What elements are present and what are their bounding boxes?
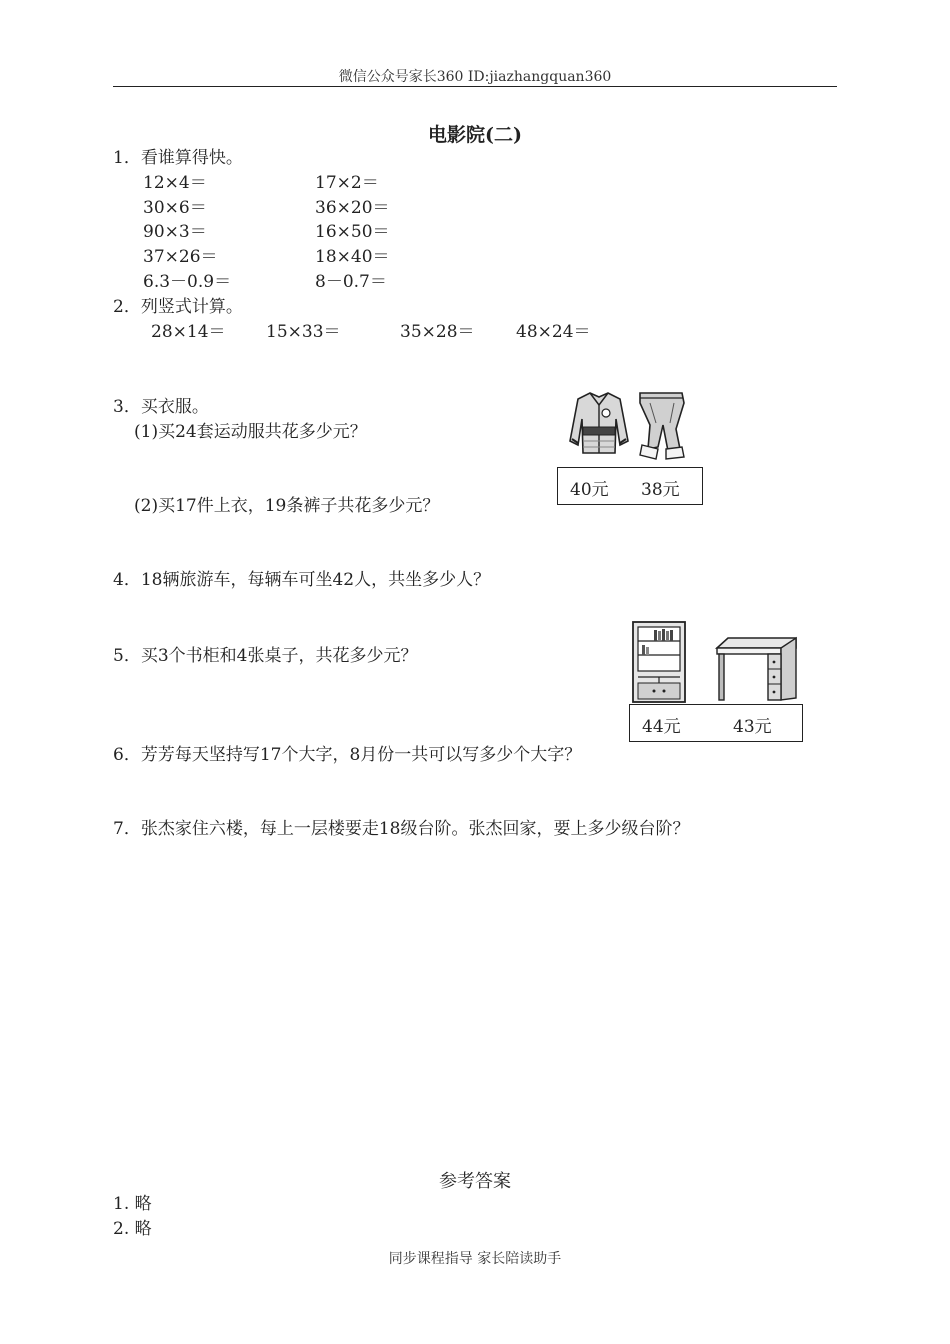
q1-right-item: 17×2＝	[315, 173, 379, 193]
q1-left-item: 30×6＝	[143, 198, 207, 218]
pants-price: 38元	[641, 480, 680, 500]
page-title: 电影院(二)	[428, 124, 522, 146]
desk-price: 43元	[733, 717, 772, 737]
q3-sub2: (2)买17件上衣，19条裤子共花多少元？	[134, 496, 440, 516]
clothes-price-box	[557, 467, 703, 505]
q2-label: 2．列竖式计算。	[113, 297, 243, 317]
q4-label: 4．18辆旅游车，每辆车可坐42人，共坐多少人？	[113, 570, 491, 590]
q6-label: 6．芳芳每天坚持写17个大字，8月份一共可以写多少个大字？	[113, 745, 582, 765]
page-footer: 同步课程指导 家长陪读助手	[388, 1251, 562, 1267]
jacket-icon	[568, 389, 630, 459]
q2-item: 28×14＝	[151, 322, 226, 342]
q1-left-item: 90×3＝	[143, 222, 207, 242]
bookcase-icon	[632, 621, 686, 703]
q3-label: 3．买衣服。	[113, 397, 209, 417]
q1-left-item: 6.3－0.9＝	[143, 272, 232, 292]
header-divider	[113, 86, 837, 87]
q2-item: 48×24＝	[516, 322, 591, 342]
q2-item: 35×28＝	[400, 322, 475, 342]
q7-label: 7．张杰家住六楼，每上一层楼要走18级台阶。张杰回家，要上多少级台阶？	[113, 819, 690, 839]
q1-right-item: 16×50＝	[315, 222, 390, 242]
q1-label: 1．看谁算得快。	[113, 148, 243, 168]
q5-label: 5．买3个书柜和4张桌子，共花多少元？	[113, 646, 418, 666]
answers-title: 参考答案	[439, 1171, 511, 1192]
q1-right-item: 8－0.7＝	[315, 272, 387, 292]
jacket-price: 40元	[570, 480, 609, 500]
answer-item: 1. 略	[113, 1194, 152, 1214]
q1-left-item: 12×4＝	[143, 173, 207, 193]
desk-icon	[716, 636, 798, 702]
q2-item: 15×33＝	[266, 322, 341, 342]
bookcase-price: 44元	[642, 717, 681, 737]
q1-right-item: 36×20＝	[315, 198, 390, 218]
page-header: 微信公众号家长360 ID:jiazhangquan360	[338, 69, 612, 85]
pants-icon	[636, 389, 690, 461]
q3-sub1: (1)买24套运动服共花多少元？	[134, 422, 367, 442]
q1-right-item: 18×40＝	[315, 247, 390, 267]
furniture-price-box	[629, 704, 803, 742]
answer-item: 2. 略	[113, 1219, 152, 1239]
q1-left-item: 37×26＝	[143, 247, 218, 267]
